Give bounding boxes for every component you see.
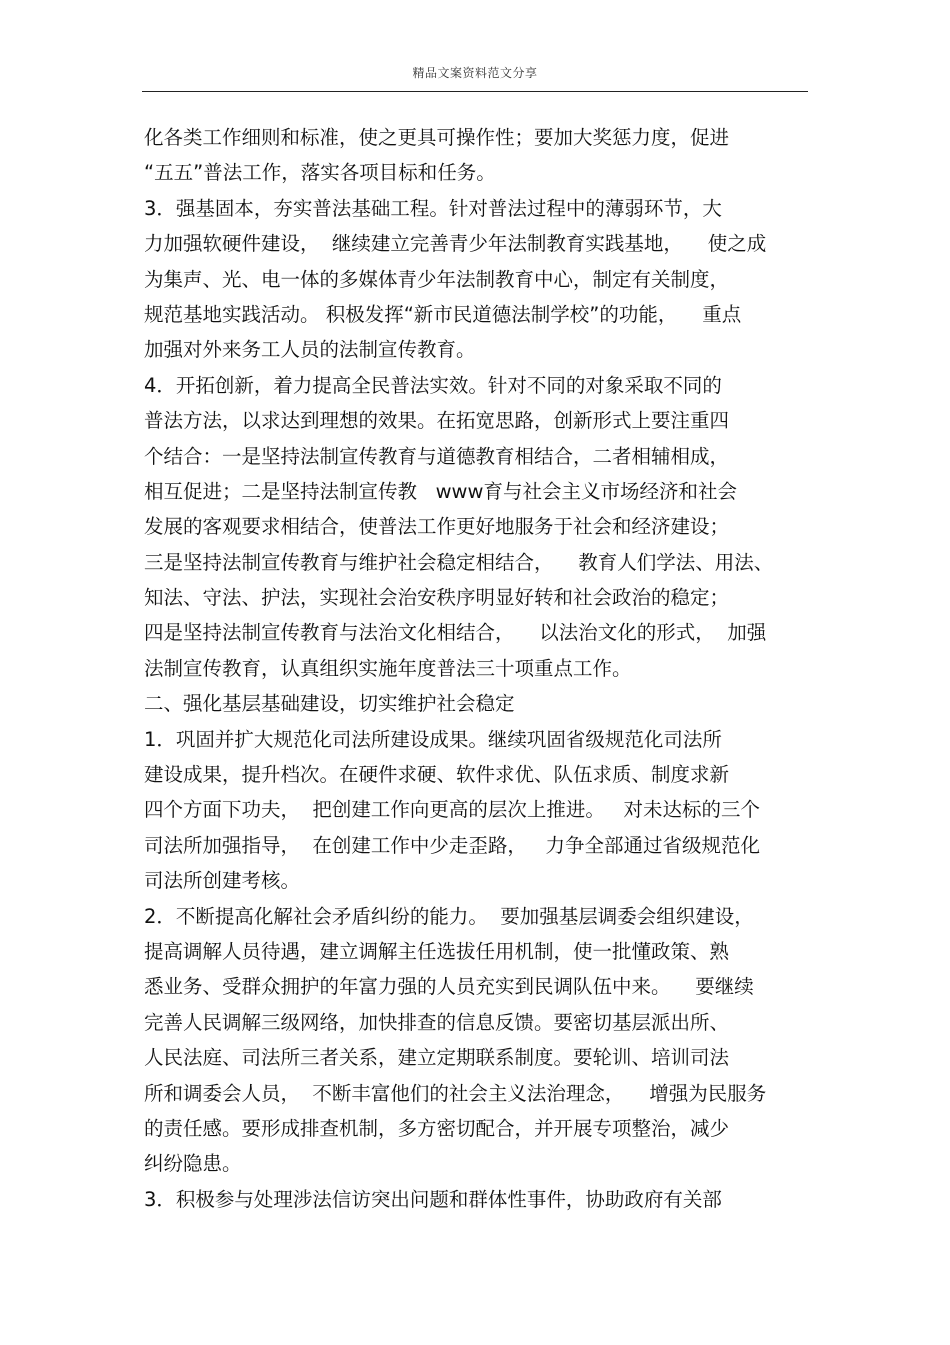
text-line: 人民法庭、司法所三者关系，建立定期联系制度。要轮训、培训司法 [144, 1046, 730, 1070]
text-line: 知法、守法、护法，实现社会治安秩序明显好转和社会政治的稳定； [144, 586, 730, 610]
text-line: 司法所创建考核。 [144, 869, 301, 893]
text-line: 化各类工作细则和标准，使之更具可操作性；要加大奖惩力度，促进 [144, 126, 730, 149]
text-line: 规范基地实践活动。 积极发挥“新市民道德法制学校”的功能， 重点 [144, 302, 742, 326]
text-line: 提高调解人员待遇，建立调解主任选拔任用机制，使一批懂政策、熟 [144, 939, 730, 963]
text-line: 司法所加强指导， 在创建工作中少走歪路， 力争全部通过省级规范化 [144, 833, 760, 857]
text-line: 四个方面下功夫， 把创建工作向更高的层次上推进。 对未达标的三个 [144, 798, 760, 822]
text-line: 2．不断提高化解社会矛盾纠纷的能力。 要加强基层调委会组织建设， [144, 904, 754, 928]
header-divider [142, 91, 808, 92]
text-line: 建设成果，提升档次。在硬件求硬、软件求优、队伍求质、制度求新 [144, 763, 730, 787]
text-line: 1．巩固并扩大规范化司法所建设成果。继续巩固省级规范化司法所 [144, 727, 722, 751]
text-line: 相互促进；二是坚持法制宣传教 www育与社会主义市场经济和社会 [144, 479, 737, 503]
text-line: 完善人民调解三级网络，加快排查的信息反馈。要密切基层派出所、 [144, 1010, 730, 1034]
section-heading: 二、强化基层基础建设，切实维护社会稳定 [144, 692, 515, 716]
text-line: 个结合：一是坚持法制宣传教育与道德教育相结合，二者相辅相成， [144, 444, 730, 468]
text-line: 3．积极参与处理涉法信访突出问题和群体性事件，协助政府有关部 [144, 1187, 722, 1211]
document-body [144, 120, 816, 1217]
text-line: 三是坚持法制宣传教育与维护社会稳定相结合， 教育人们学法、用法、 [144, 550, 774, 574]
text-line: 法制宣传教育，认真组织实施年度普法三十项重点工作。 [144, 656, 632, 680]
text-line: 力加强软硬件建设， 继续建立完善青少年法制教育实践基地， 使之成 [144, 232, 767, 256]
text-line: 的责任感。要形成排查机制，多方密切配合，并开展专项整治，减少 [144, 1116, 730, 1140]
text-line: “五五”普法工作，落实各项目标和任务。 [144, 161, 496, 185]
text-line: 4．开拓创新，着力提高全民普法实效。针对不同的对象采取不同的 [144, 373, 722, 397]
text-line: 所和调委会人员， 不断丰富他们的社会主义法治理念， 增强为民服务 [144, 1081, 767, 1105]
text-line: 加强对外来务工人员的法制宣传教育。 [144, 338, 476, 362]
text-line: 发展的客观要求相结合，使普法工作更好地服务于社会和经济建设； [144, 515, 730, 539]
text-line: 悉业务、受群众拥护的年富力强的人员充实到民调队伍中来。 要继续 [144, 975, 754, 999]
page-header: 精品文案资料范文分享 [412, 66, 538, 80]
text-line: 纠纷隐患。 [144, 1152, 242, 1176]
text-line: 普法方法，以求达到理想的效果。在拓宽思路，创新形式上要注重四 [144, 409, 730, 433]
text-line: 3．强基固本，夯实普法基础工程。针对普法过程中的薄弱环节，大 [144, 196, 722, 220]
text-line: 为集声、光、电一体的多媒体青少年法制教育中心，制定有关制度， [144, 267, 730, 291]
text-line: 四是坚持法制宣传教育与法治文化相结合， 以法治文化的形式， 加强 [144, 621, 767, 645]
